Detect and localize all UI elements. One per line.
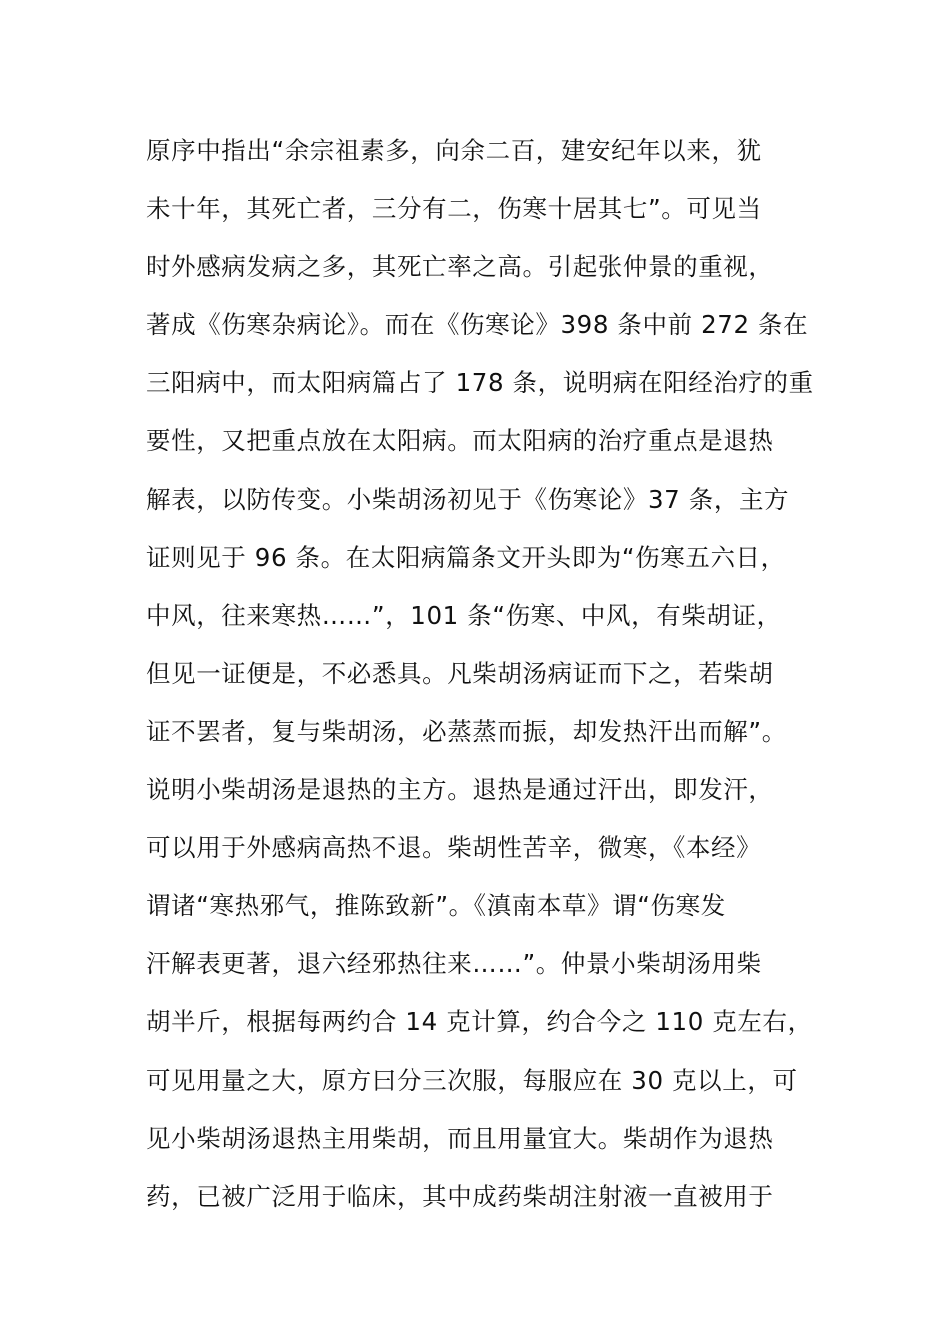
text-line: 见小柴胡汤退热主用柴胡，而且用量宜大。柴胡作为退热	[146, 1123, 774, 1153]
text-line: 可以用于外感病高热不退。柴胡性苦辛，微寒，《本经》	[146, 833, 762, 863]
text-line: 三阳病中，而太阳病篇占了 178 条，说明病在阳经治疗的重	[146, 368, 814, 398]
text-line: 证则见于 96 条。在太阳病篇条文开头即为“伤寒五六日，	[146, 542, 786, 572]
text-line: 证不罢者，复与柴胡汤，必蒸蒸而振，却发热汗出而解”。	[146, 716, 787, 746]
text-line: 著成《伤寒杂病论》。而在《伤寒论》398 条中前 272 条在	[146, 310, 809, 340]
text-line: 汗解表更著，退六经邪热往来……”。仲景小柴胡汤用柴	[146, 949, 762, 979]
text-line: 中风，往来寒热……”，101 条“伤寒、中风，有柴胡证，	[146, 600, 782, 630]
text-line: 解表，以防传变。小柴胡汤初见于《伤寒论》37 条，主方	[146, 484, 790, 514]
text-line: 要性，又把重点放在太阳病。而太阳病的治疗重点是退热	[146, 426, 774, 456]
text-line: 时外感病发病之多，其死亡率之高。引起张仲景的重视，	[146, 252, 774, 282]
text-line: 未十年，其死亡者，三分有二，伤寒十居其七”。可见当	[146, 194, 762, 224]
text-line: 谓诸“寒热邪气，推陈致新”。《滇南本草》谓“伤寒发	[146, 891, 726, 921]
text-line: 药，已被广泛用于临床，其中成药柴胡注射液一直被用于	[146, 1181, 774, 1211]
text-line: 但见一证便是，不必悉具。凡柴胡汤病证而下之，若柴胡	[146, 658, 774, 688]
text-line: 胡半斤，根据每两约合 14 克计算，约合今之 110 克左右，	[146, 1007, 813, 1037]
body-text	[146, 125, 816, 1229]
text-line: 原序中指出“余宗祖素多，向余二百，建安纪年以来，犹	[146, 136, 762, 165]
text-line: 说明小柴胡汤是退热的主方。退热是通过汗出，即发汗，	[146, 775, 774, 805]
text-line: 可见用量之大，原方曰分三次服，每服应在 30 克以上，可	[146, 1065, 798, 1095]
